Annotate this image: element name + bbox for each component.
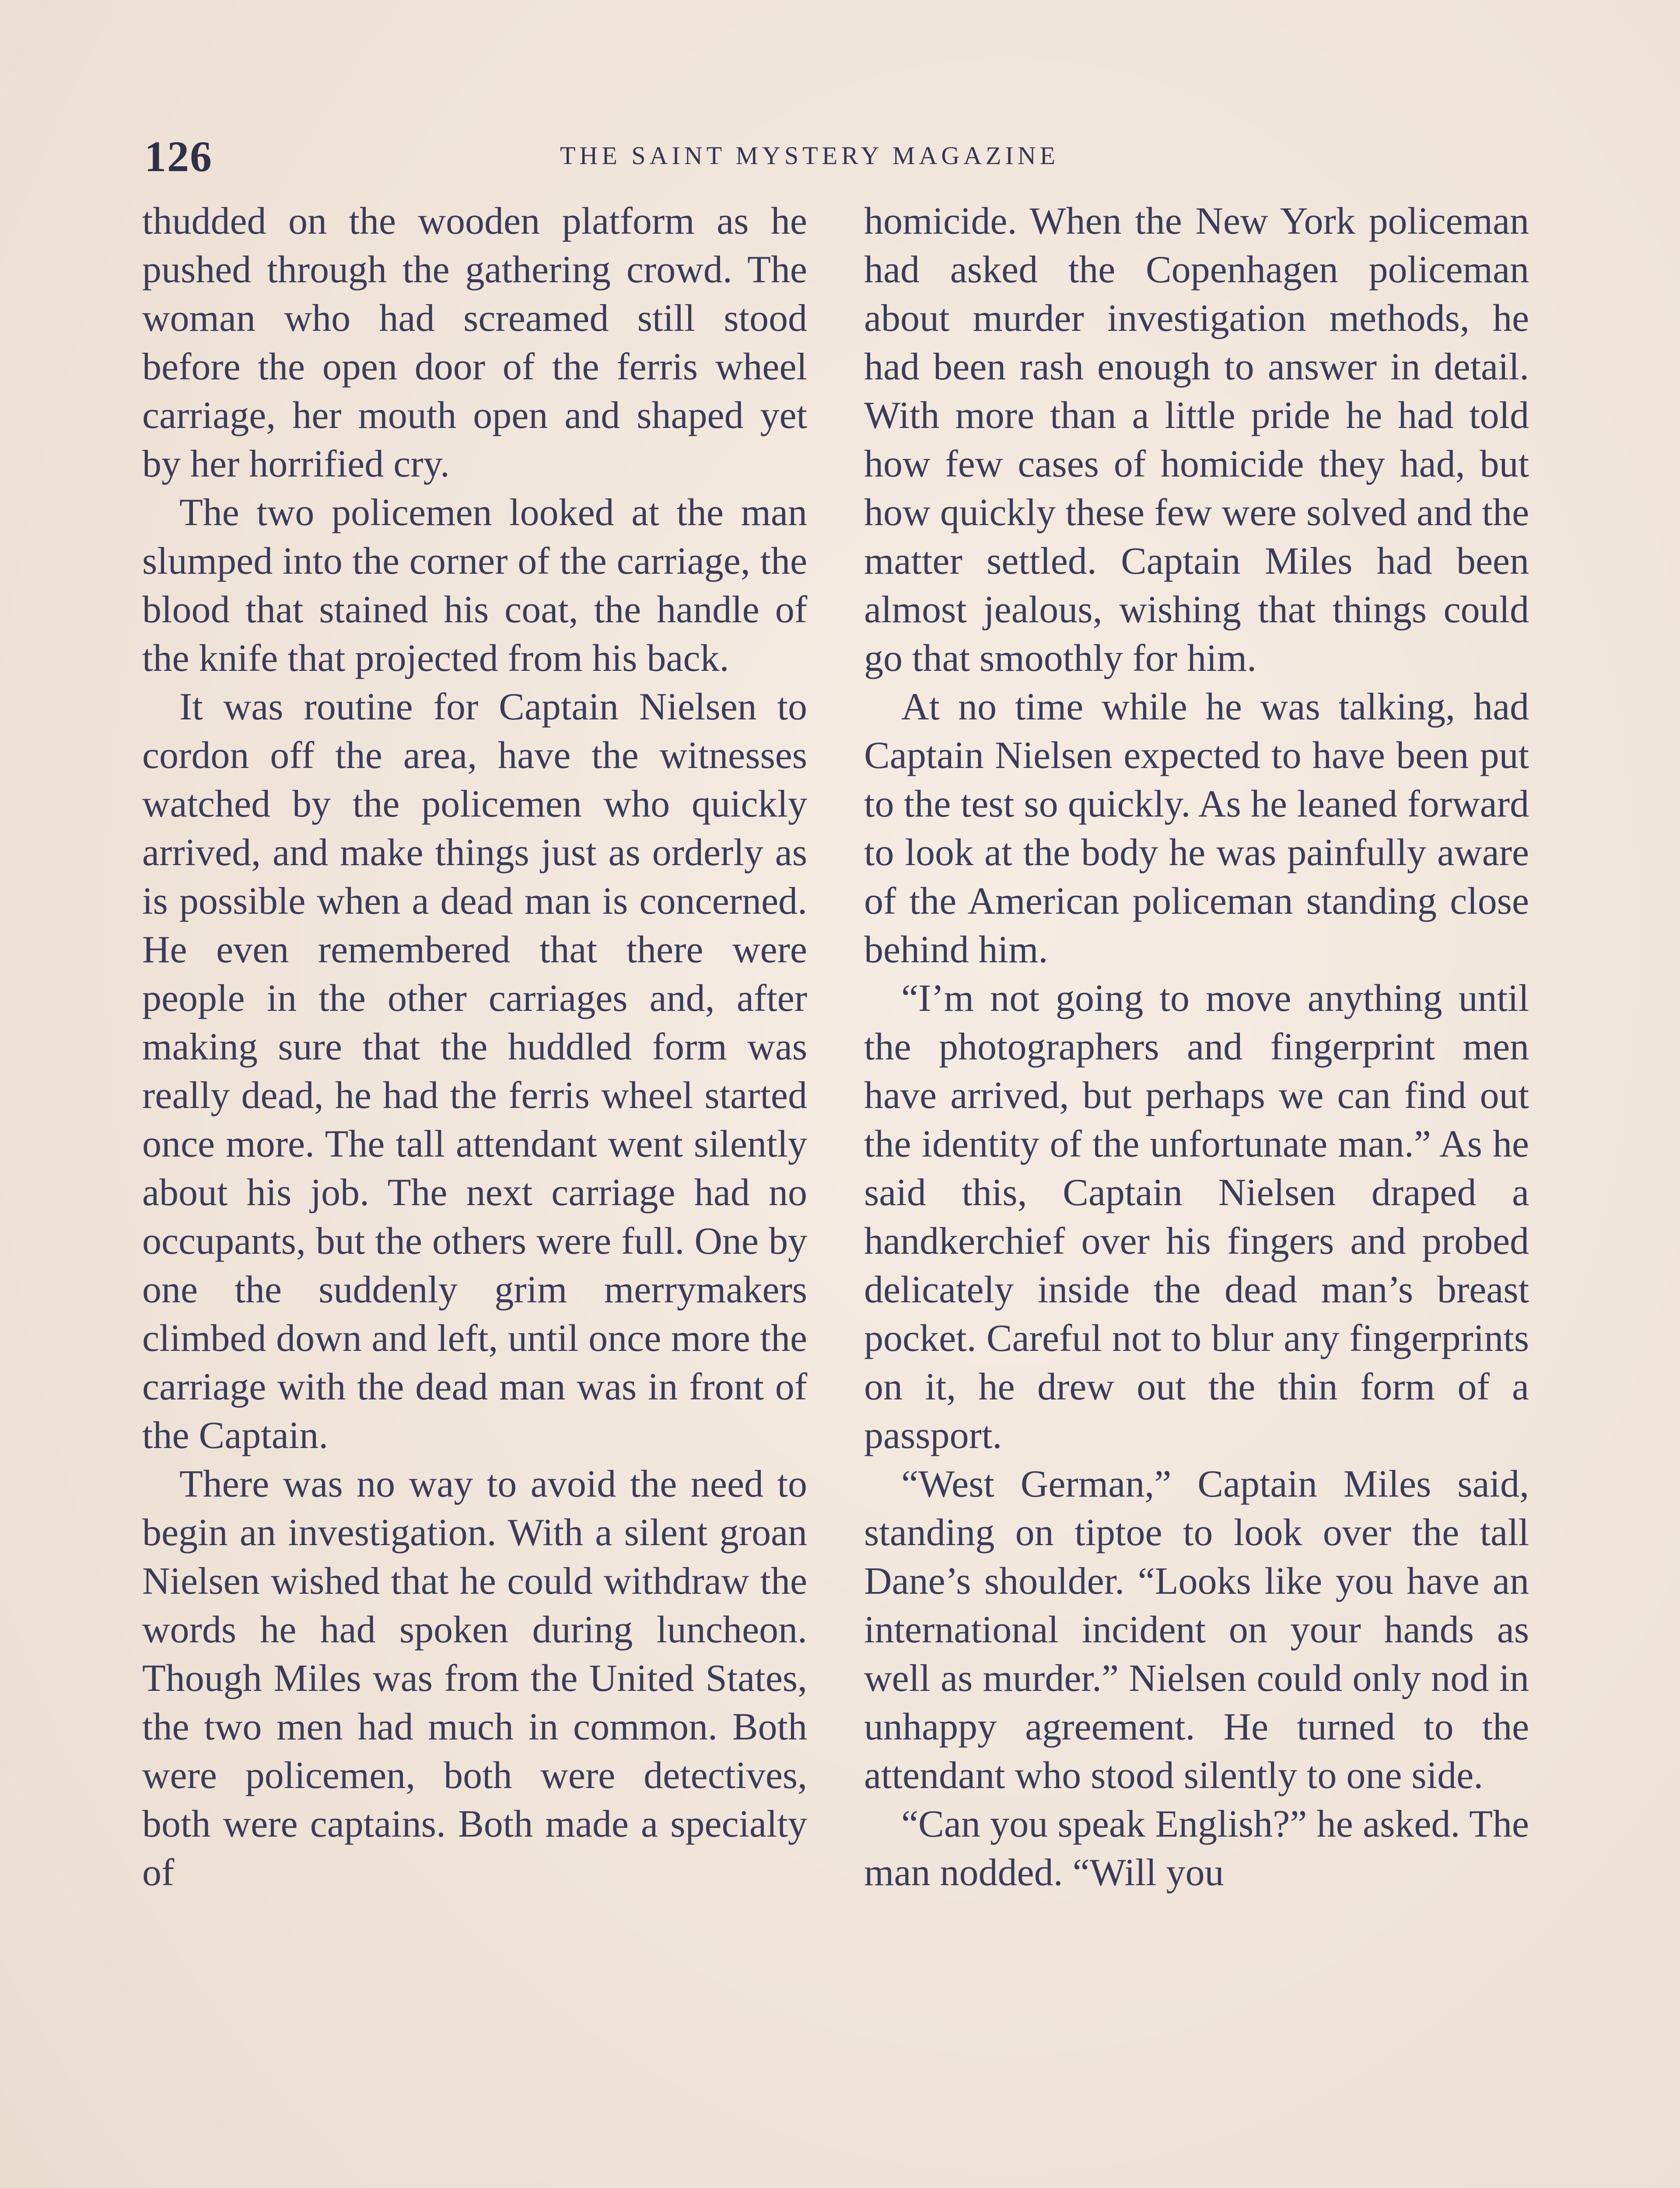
- right-column: [864, 197, 1529, 1897]
- paragraph: thudded on the wooden platform as he pushed through the gathering crowd. The woman who had screamed still stood before the open door of the ferris wheel carriage, her mouth open and shaped yet by her horrified cry.: [142, 200, 807, 485]
- paragraph: There was no way to avoid the need to begin an investigation. With a silent groan Nielsen wished that he could withdraw the words he had spoken during luncheon. Though Miles was from the United States, the two men had much in common. Both were policemen, both were detectives, both were captains. Both made a specialty of: [142, 1463, 807, 1894]
- paragraph: homicide. When the New York policeman had asked the Copenhagen policeman about murder investigation methods, he had been rash enough to answer in detail. With more than a little pride he had told how few cases of homicide they had, but how quickly these few were solved and the matter settled. Captain Miles had been almost jealous, wishing that things could go that smoothly for him.: [864, 200, 1529, 680]
- paragraph: At no time while he was talking, had Captain Nielsen expected to have been put to the test so quickly. As he leaned forward to look at the body he was painfully aware of the American policeman standing close behind him.: [864, 686, 1529, 971]
- page-header: [144, 131, 1531, 179]
- paragraph: “Can you speak English?” he asked. The man nodded. “Will you: [864, 1803, 1529, 1894]
- paragraph: The two policemen looked at the man slumped into the corner of the carriage, the blood that stained his coat, the handle of the knife that projected from his back.: [142, 491, 807, 680]
- page-number: 126: [144, 132, 213, 181]
- paragraph: It was routine for Captain Nielsen to cordon off the area, have the witnesses watched by the policemen who quickly arrived, and make things just as orderly as is possible when a dead man is concerned. He even remembered that there were people in the other carriages and, after making sure that the huddled form was really dead, he had the ferris wheel started once more. The tall attendant went silently about his job. The next carriage had no occupants, but the others were full. One by one the suddenly grim merrymakers climbed down and left, until once more the carriage with the dead man was in front of the Captain.: [142, 686, 807, 1457]
- left-column: [142, 197, 807, 1897]
- paragraph: “West German,” Captain Miles said, standing on tiptoe to look over the tall Dane’s shoulder. “Looks like you have an international incident on your hands as well as murder.” Nielsen could only nod in unhappy agreement. He turned to the attendant who stood silently to one side.: [864, 1463, 1529, 1797]
- running-head: THE SAINT MYSTERY MAGAZINE: [560, 141, 1060, 170]
- paragraph: “I’m not going to move anything until the photographers and fingerprint men have arrived, but perhaps we can find out the identity of the unfortunate man.” As he said this, Captain Nielsen draped a handkerchief over his fingers and probed delicately inside the dead man’s breast pocket. Careful not to blur any fingerprints on it, he drew out the thin form of a passport.: [864, 977, 1529, 1457]
